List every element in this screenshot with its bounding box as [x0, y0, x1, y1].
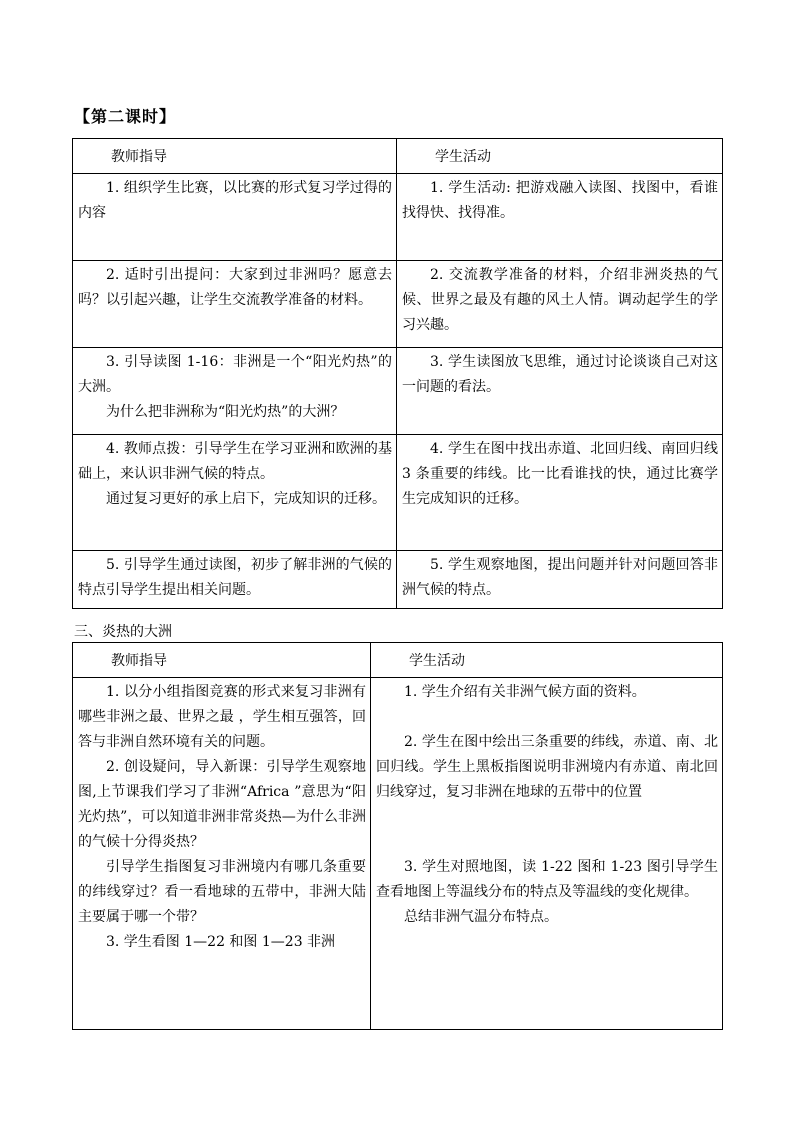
teacher-cell: 2. 适时引出提问：大家到过非洲吗？愿意去吗？以引起兴趣，让学生交流教学准备的材料。: [73, 261, 397, 348]
student-cell: 3. 学生读图放飞思维，通过讨论谈谈自己对这一问题的看法。: [397, 348, 723, 435]
teacher-cell: 1. 组织学生比赛，以比赛的形式复习学过得的内容: [73, 174, 397, 261]
student-cell: 4. 学生在图中找出赤道、北回归线、南回归线 3 条重要的纬线。比一比看谁找的快，通过比赛学生完成知识的迁移。: [397, 435, 723, 551]
student-cell: 2. 交流教学准备的材料，介绍非洲炎热的气候、世界之最及有趣的风土人情。调动起学生的学习兴趣。: [397, 261, 723, 348]
table-row: [73, 551, 723, 609]
teacher-cell: 3. 引导读图 1-16：非洲是一个“阳光灼热”的大洲。 为什么把非洲称为“阳光灼热”的大洲？: [73, 348, 397, 435]
teacher-cell: 5. 引导学生通过读图，初步了解非洲的气候的特点引导学生提出相关问题。: [73, 551, 397, 609]
table-header-row: [73, 139, 723, 174]
table-row: [73, 435, 723, 551]
table-row: [73, 348, 723, 435]
lesson-title: 【第二课时】: [74, 107, 177, 126]
header-student: 学生活动: [397, 139, 723, 174]
lesson-table-1: [72, 138, 723, 609]
table-header-row: [73, 643, 723, 678]
teacher-cell: 4. 教师点拨：引导学生在学习亚洲和欧洲的基础上，来认识非洲气候的特点。 通过复习更好的承上启下，完成知识的迁移。: [73, 435, 397, 551]
student-cell: 1. 学生活动: 把游戏融入读图、找图中，看谁找得快、找得准。: [397, 174, 723, 261]
table-row: [73, 261, 723, 348]
student-cell: 5. 学生观察地图，提出问题并针对问题回答非洲气候的特点。: [397, 551, 723, 609]
table-row: [73, 174, 723, 261]
lesson-table-2: [72, 642, 723, 1030]
teacher-cell: 1. 以分小组指图竞赛的形式来复习非洲有哪些非洲之最、世界之最 ，学生相互强答，回答与非洲自然环境有关的问题。 2. 创设疑问，导入新课：引导学生观察地图,上节课我们学习了非洲“Africa ”意思为“阳光灼热”，可以知道非洲非常炎热—为什么非洲的气候十分得炎热？ 引导学生指图复习非洲境内有哪几条重要的纬线穿过？看一看地球的五带中，非洲大陆主要属于哪一个带？ 3. 学生看图 1—22 和图 1—23 非洲: [73, 678, 371, 1030]
section-heading: 三、炎热的大洲: [74, 624, 172, 640]
header-student: 学生活动: [371, 643, 723, 678]
header-teacher: 教师指导: [73, 643, 371, 678]
student-cell: 1. 学生介绍有关非洲气候方面的资料。 2. 学生在图中绘出三条重要的纬线，赤道、南、北回归线。学生上黑板指图说明非洲境内有赤道、南北回归线穿过，复习非洲在地球的五带中的位置 3. 学生对照地图，读 1-22 图和 1-23 图引导学生查看地图上等温线分布的特点及等温线的变化规律。 总结非洲气温分布特点。: [371, 678, 723, 1030]
table-row: [73, 678, 723, 1030]
header-teacher: 教师指导: [73, 139, 397, 174]
